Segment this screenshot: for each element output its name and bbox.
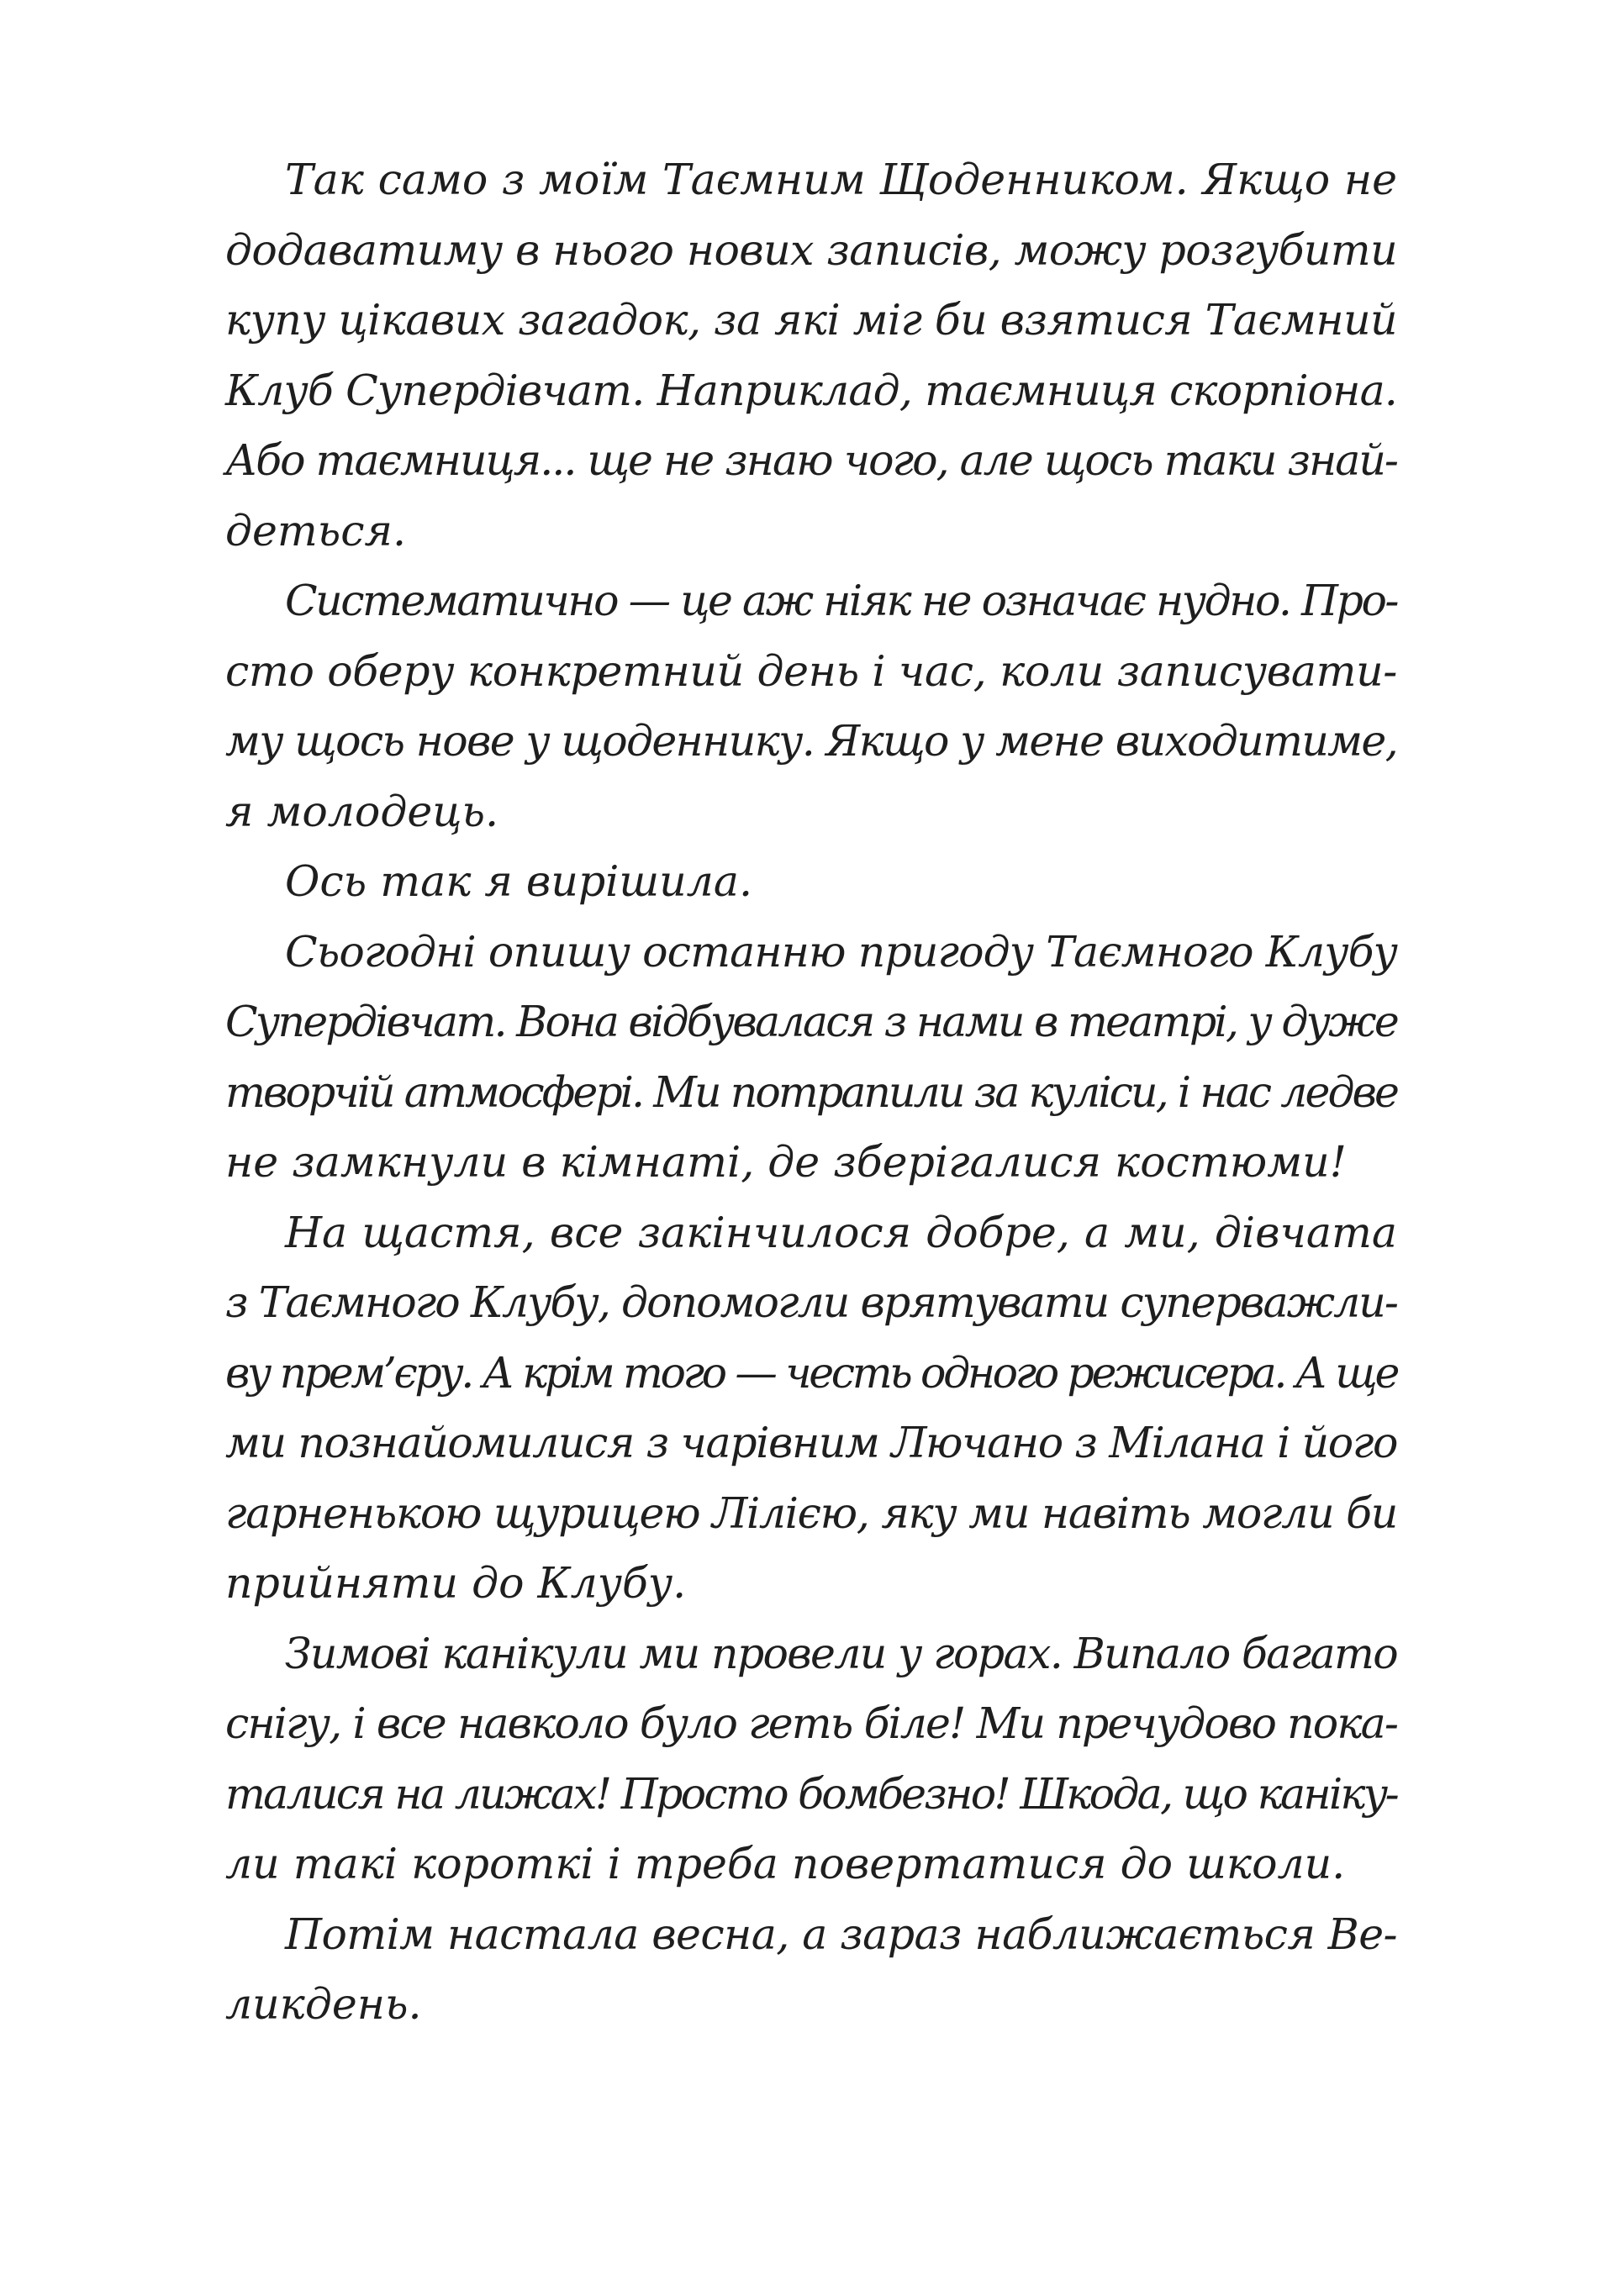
text-line: творчій атмосфері. Ми потрапили за куліси, і нас ледве [225, 1066, 1397, 1117]
text-line: Або таємниця... ще не знаю чого, але щось таки знай- [225, 435, 1397, 485]
text-line: додаватиму в нього нових записів, можу розгубити [225, 224, 1397, 275]
text-line: талися на лижах! Просто бомбезно! Шкода, що канікy- [225, 1768, 1397, 1819]
text-line: Потім настала весна, а зараз наближається Ве- [285, 1909, 1397, 1959]
text-line: На щастя, все закінчилося добре, а ми, дівчата [285, 1207, 1397, 1257]
text-line: снігу, і все навколо було геть біле! Ми пречудово пока- [225, 1698, 1397, 1748]
paragraph-1 [225, 145, 1397, 566]
text-line: Супердівчат. Вона відбувалася з нами в театрі, у дуже [225, 997, 1397, 1046]
text-line: я молодець. [225, 786, 498, 836]
text-line: Ось так я вирішила. [285, 856, 752, 906]
text-line: Систематично — це аж ніяк не означає нудно. Про- [285, 576, 1397, 625]
paragraph-2 [225, 566, 1397, 846]
text-line: ми познайомилися з чарівним Лючано з Мілана і його [225, 1418, 1397, 1467]
text-line: деться. [225, 505, 407, 556]
text-line: купу цікавих загадок, за які міг би взятися Таємний [225, 295, 1397, 345]
text-line: Так само з моїм Таємним Щоденником. Якщо не [285, 155, 1397, 204]
text-line: ли такі короткі і треба повертатися до школи. [225, 1839, 1346, 1888]
text-line: з Таємного Клубу, допомогли врятувати суперважли- [225, 1277, 1397, 1327]
text-body [225, 145, 1397, 2040]
text-line: гарненькою щурицею Лілією, яку ми навіть могли би [225, 1488, 1397, 1538]
text-line: прийняти до Клубу. [225, 1558, 687, 1608]
text-line: Клуб Супердівчат. Наприклад, таємниця скорпіона. [225, 365, 1397, 415]
text-line: не замкнули в кімнаті, де зберігалися костюми! [225, 1137, 1347, 1187]
paragraph-3 [225, 846, 1397, 917]
text-line: Зимові канікули ми провели у горах. Випало багато [285, 1628, 1397, 1678]
text-line: Сьогодні опишу останню пригоду Таємного Клубу [285, 926, 1397, 977]
paragraph-4 [225, 917, 1397, 1198]
paragraph-5 [225, 1198, 1397, 1619]
text-line: сто оберу конкретний день і час, коли записувати- [225, 645, 1397, 696]
paragraph-7 [225, 1899, 1397, 2040]
text-line: ву прем’єру. А крім того — честь одного режисера. А ще [225, 1347, 1397, 1398]
paragraph-6 [225, 1619, 1397, 1899]
text-line: му щось нове у щоденнику. Якщо у мене виходитиме, [225, 716, 1397, 766]
text-line: ликдень. [225, 1979, 422, 2029]
